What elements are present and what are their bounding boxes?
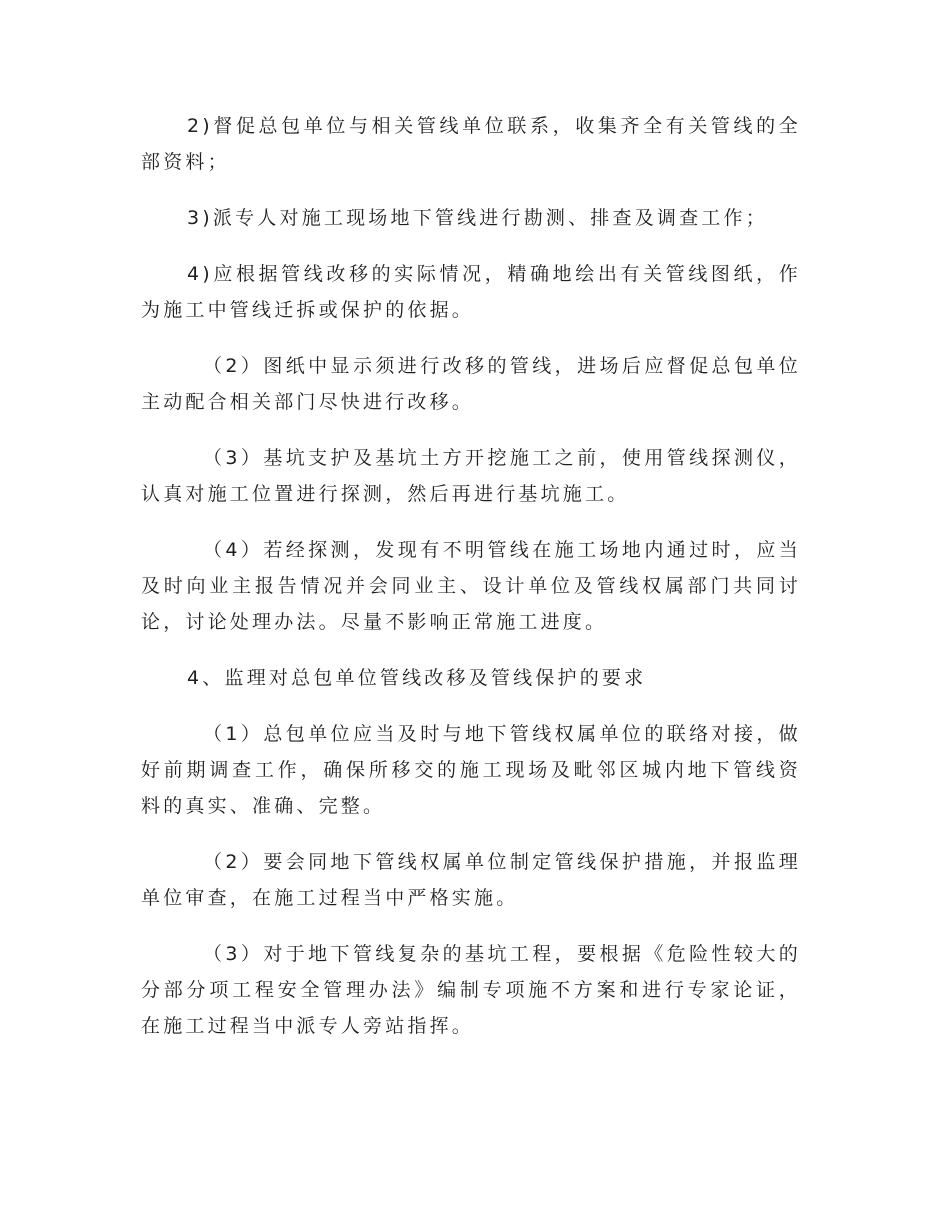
paragraph-item-3: 3)派专人对施工现场地下管线进行勘测、排查及调查工作； — [187, 207, 768, 229]
paragraph-requirement-1: （1）总包单位应当及时与地下管线权属单位的联络对接，做好前期调查工作，确保所移交的施工现场及毗邻区城内地下管线资料的真实、准确、完整。 — [141, 723, 801, 817]
paragraph-section-3: （3）基坑支护及基坑土方开挖施工之前，使用管线探测仪，认真对施工位置进行探测，然后再进行基坑施工。 — [141, 447, 801, 505]
paragraph-item-4: 4)应根据管线改移的实际情况，精确地绘出有关管线图纸，作为施工中管线迁拆或保护的依据。 — [141, 263, 801, 321]
paragraph-requirement-3: （3）对于地下管线复杂的基坑工程，要根据《危险性较大的分部分项工程安全管理办法》编制专项施不方案和进行专家论证，在施工过程当中派专人旁站指挥。 — [141, 943, 801, 1037]
paragraph-section-4: （4）若经探测，发现有不明管线在施工场地内通过时，应当及时向业主报告情况并会同业主、设计单位及管线权属部门共同讨论，讨论处理办法。尽量不影响正常施工进度。 — [141, 539, 801, 633]
section-heading-4: 4、监理对总包单位管线改移及管线保护的要求 — [187, 667, 647, 689]
document-body — [141, 108, 801, 1064]
paragraph-item-2: 2)督促总包单位与相关管线单位联系，收集齐全有关管线的全部资料； — [141, 115, 801, 173]
paragraph-section-2: （2）图纸中显示须进行改移的管线，进场后应督促总包单位主动配合相关部门尽快进行改移。 — [141, 355, 801, 413]
paragraph-requirement-2: （2）要会同地下管线权属单位制定管线保护措施，并报监理单位审查，在施工过程当中严格实施。 — [141, 851, 801, 909]
